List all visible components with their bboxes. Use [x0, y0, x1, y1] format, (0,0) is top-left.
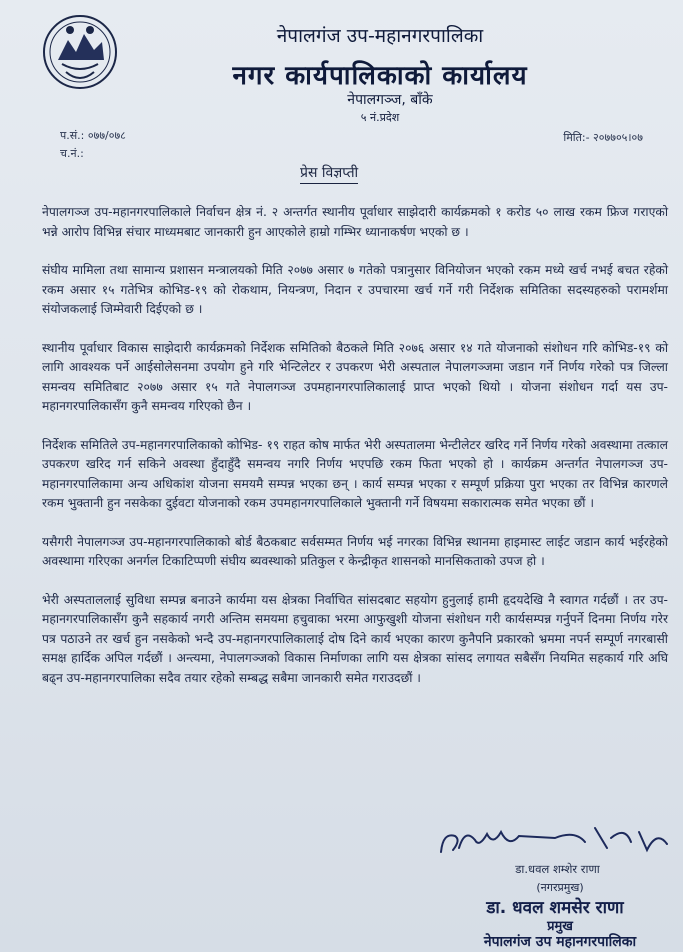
stamp-role: प्रमुख: [547, 919, 573, 934]
page-title: प्रेस विज्ञप्ती: [300, 163, 358, 184]
paragraph: भेरी अस्पताललाई सुविधा सम्पन्न बनाउने कार्यमा यस क्षेत्रका निर्वाचित सांसदबाट सहयोग हुनुलाई हामी हृदयदेखि नै स्वागत गर्दछौं । तर उप-महानगरपालिकासँग कुनै सहकार्य नगरी अन्तिम समयमा हचुवाका भरमा आफुखुशी योजना संशोधन गरी कार्यसम्पन्न गर्नुपर्ने दिनमा निर्णय गरेर पत्र पठाउने तर खर्च हुन नसकेको भन्दै उप-महानगरपालिकालाई दोष दिने कार्य भएका कारण कुनैपनि प्रकारको भ्रममा नपर्न सम्पूर्ण नगरबासी समक्ष हार्दिक अपिल गर्दछौं । अन्त्यमा, नेपालगञ्जको विकास निर्माणका लागि यस क्षेत्रका सांसद लगायत सबैसँग नियमित सहकार्य गरि अघि बढ्न उप-महानगरपालिका सदैव तयार रहेको सम्बद्ध सबैमा जानकारी समेत गराउदछौं ।: [42, 592, 668, 685]
header-municipality: नेपालगंज उप-महानगरपालिका: [276, 25, 484, 47]
letter-date: मिति:- २०७७०५।०७: [563, 131, 643, 144]
press-release-body: [42, 203, 668, 707]
paragraph: यसैगरी नेपालगञ्ज उप-महानगरपालिकाको बोर्ड बैठकबाट सर्वसम्मत निर्णय भई नगरका विभिन्न स्थानमा हाइमास्ट लाईट जडान कार्य भईरहेको अवस्थामा गरिएका अनर्गल टिकाटिप्पणी संघीय ब्यवस्थाको प्रतिकुल र केन्द्रीकृत शासनको मानसिकताको उपज हो ।: [42, 534, 668, 568]
dispatch-number: च.नं.:: [60, 147, 84, 160]
paragraph: स्थानीय पूर्वाधार विकास साझेदारी कार्यक्रमको निर्देशक समितिको बैठकले मिति २०७६ असार १४ गते योजनाको संशोधन गरि कोभिड-१९ को लागि आवश्यक पर्ने आईसोलेसनमा उपयोग हुने गरि भेन्टिलेटर र उपकरण भेरी अस्पताल नेपालगञ्जमा जडान गर्ने निर्णय गरेको पत्र जिल्ला समन्वय समितिबाट २०७७ असार १५ गते नेपालगञ्ज उपमहानगरपालिकालाई प्राप्त भएको थियो । योजना संशोधन गर्दा यस उप-महानगरपालिकासँग कुनै समन्वय गरिएको छैन ।: [42, 340, 668, 413]
header-office: नगर कार्यपालिकाको कार्यालय: [232, 61, 528, 91]
header-location: नेपालगञ्ज, बाँके: [347, 92, 433, 108]
paragraph: संघीय मामिला तथा सामान्य प्रशासन मन्त्रालयको मिति २०७७ असार ७ गतेको पत्रानुसार विनियोजन भएको रकम मध्ये खर्च नभई बचत रहेको रकम असार १५ गतेभित्र कोभिड-१९ को रोकथाम, नियन्त्रण, निदान र उपचारमा खर्च गर्ने गरी निर्देशक समितिका सदस्यहरुको परामर्शमा संयोजकलाई जिम्मेवारी दिईएको छ ।: [42, 263, 669, 316]
paragraph: नेपालगञ्ज उप-महानगरपालिकाले निर्वाचन क्षेत्र नं. २ अन्तर्गत स्थानीय पूर्वाधार साझेदारी कार्यक्रमको १ करोड ५० लाख रकम फ्रिज गराएको भन्ने आरोप विभिन्न संचार माध्यमबाट जानकारी हुन आएकोले हाम्रो गम्भिर ध्यानाकर्षण भएको छ ।: [42, 205, 668, 239]
handwritten-signature: [435, 818, 675, 866]
header-province: ५ नं.प्रदेश: [360, 111, 400, 124]
paragraph: निर्देशक समितिले उप-महानगरपालिकाको कोभिड- १९ राहत कोष मार्फत भेरी अस्पतालमा भेन्टीलेटर खरिद गर्ने निर्णय गरेको अवस्थामा तत्काल उपकरण खरिद गर्न सकिने अवस्था हुँदाहुँदै समन्वय नगरि निर्णय भएपछि रकम फिता भएको हो । कार्यक्रम अन्तर्गत नेपालगञ्ज उप-महानगरपालिकामा अन्य अधिकांश योजना समयमै सम्पन्न भएका छन् । कार्य सम्पन्न भएका र सम्पूर्ण प्रक्रिया पुरा भएका तर विभिन्न कारणले रकम भुक्तानी हुन नसकेका दुईवटा योजनाको रकम उपमहानगरपालिकाले भुक्तानी गर्ने विषयमा सकारात्मक समेत भएका छौं ।: [42, 437, 668, 510]
nepal-emblem-icon: [40, 12, 120, 92]
reference-block: [60, 127, 126, 163]
stamp-organization: नेपालगंज उप महानगरपालिका: [483, 934, 637, 950]
reference-number: प.सं.: ०७७/०७८: [60, 129, 126, 142]
stamp-name: डा. धवल शमसेर राणा: [486, 898, 624, 918]
signatory-role: (नगरप्रमुख): [536, 881, 584, 894]
signatory-name: डा.धवल शम्शेर राणा: [515, 862, 600, 876]
